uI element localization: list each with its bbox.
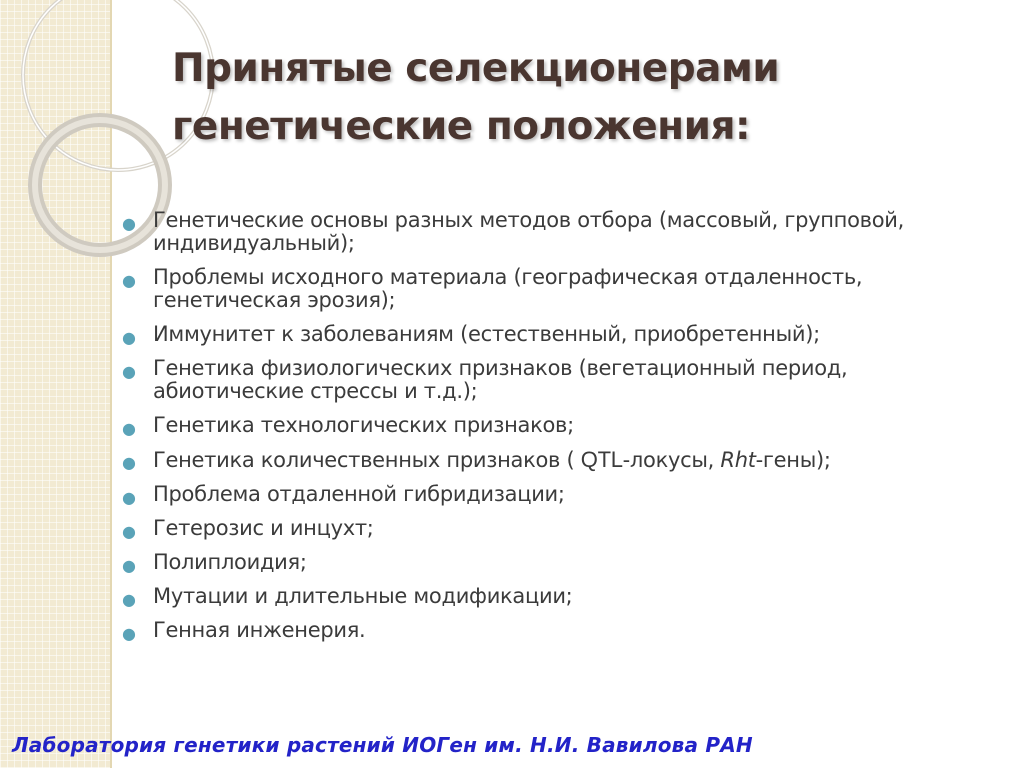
list-item-text: Гетерозис и инцухт; — [153, 516, 374, 540]
qtl-term: QTL — [580, 447, 623, 472]
list-item — [120, 357, 980, 403]
slide-title — [172, 40, 972, 156]
list-item-text: Полиплоидия; — [153, 550, 307, 574]
bullet-list — [120, 209, 980, 653]
bullet-dot-icon: ● — [122, 556, 136, 575]
title-line: генетические положения: — [172, 104, 751, 149]
list-item-text: Генетика физиологических признаков (вегетационный период, абиотические стрессы и т.д.); — [153, 356, 848, 403]
list-item — [120, 483, 980, 506]
rht-term: Rht — [720, 448, 756, 472]
bullet-dot-icon: ● — [122, 419, 136, 438]
list-item — [120, 209, 980, 255]
title-line: Принятые селекционерами — [172, 46, 780, 91]
list-item-text: Иммунитет к заболеваниям (естественный, приобретенный); — [153, 322, 820, 346]
list-item — [120, 551, 980, 574]
list-item-text: Генная инженерия. — [153, 618, 366, 642]
list-item — [120, 323, 980, 346]
bullet-dot-icon: ● — [122, 214, 136, 233]
list-item-text: Проблемы исходного материала (географическая отдаленность, генетическая эрозия); — [153, 265, 863, 312]
list-item-text — [153, 448, 831, 472]
list-item — [120, 448, 980, 472]
list-item — [120, 619, 980, 642]
list-item — [120, 585, 980, 608]
list-item-text: Мутации и длительные модификации; — [153, 584, 573, 608]
bullet-dot-icon: ● — [122, 624, 136, 643]
bullet-dot-icon: ● — [122, 522, 136, 541]
list-item-text: Генетика технологических признаков; — [153, 413, 574, 437]
text-segment: -локусы, — [622, 448, 721, 472]
bullet-dot-icon: ● — [122, 488, 136, 507]
text-segment: -гены); — [755, 448, 831, 472]
footer-caption: Лаборатория генетики растений ИОГен им. Н.И. Вавилова РАН — [12, 733, 753, 757]
list-item-text: Проблема отдаленной гибридизации; — [153, 482, 565, 506]
bullet-dot-icon: ● — [122, 590, 136, 609]
list-item-text: Генетические основы разных методов отбора (массовый, групповой, индивидуальный); — [153, 208, 905, 255]
list-item — [120, 414, 980, 437]
text-segment: Генетика количественных признаков ( — [153, 448, 581, 472]
bullet-dot-icon: ● — [122, 328, 136, 347]
bullet-dot-icon: ● — [122, 271, 136, 290]
bullet-dot-icon: ● — [122, 453, 136, 472]
list-item — [120, 517, 980, 540]
bullet-dot-icon: ● — [122, 362, 136, 381]
list-item — [120, 266, 980, 312]
